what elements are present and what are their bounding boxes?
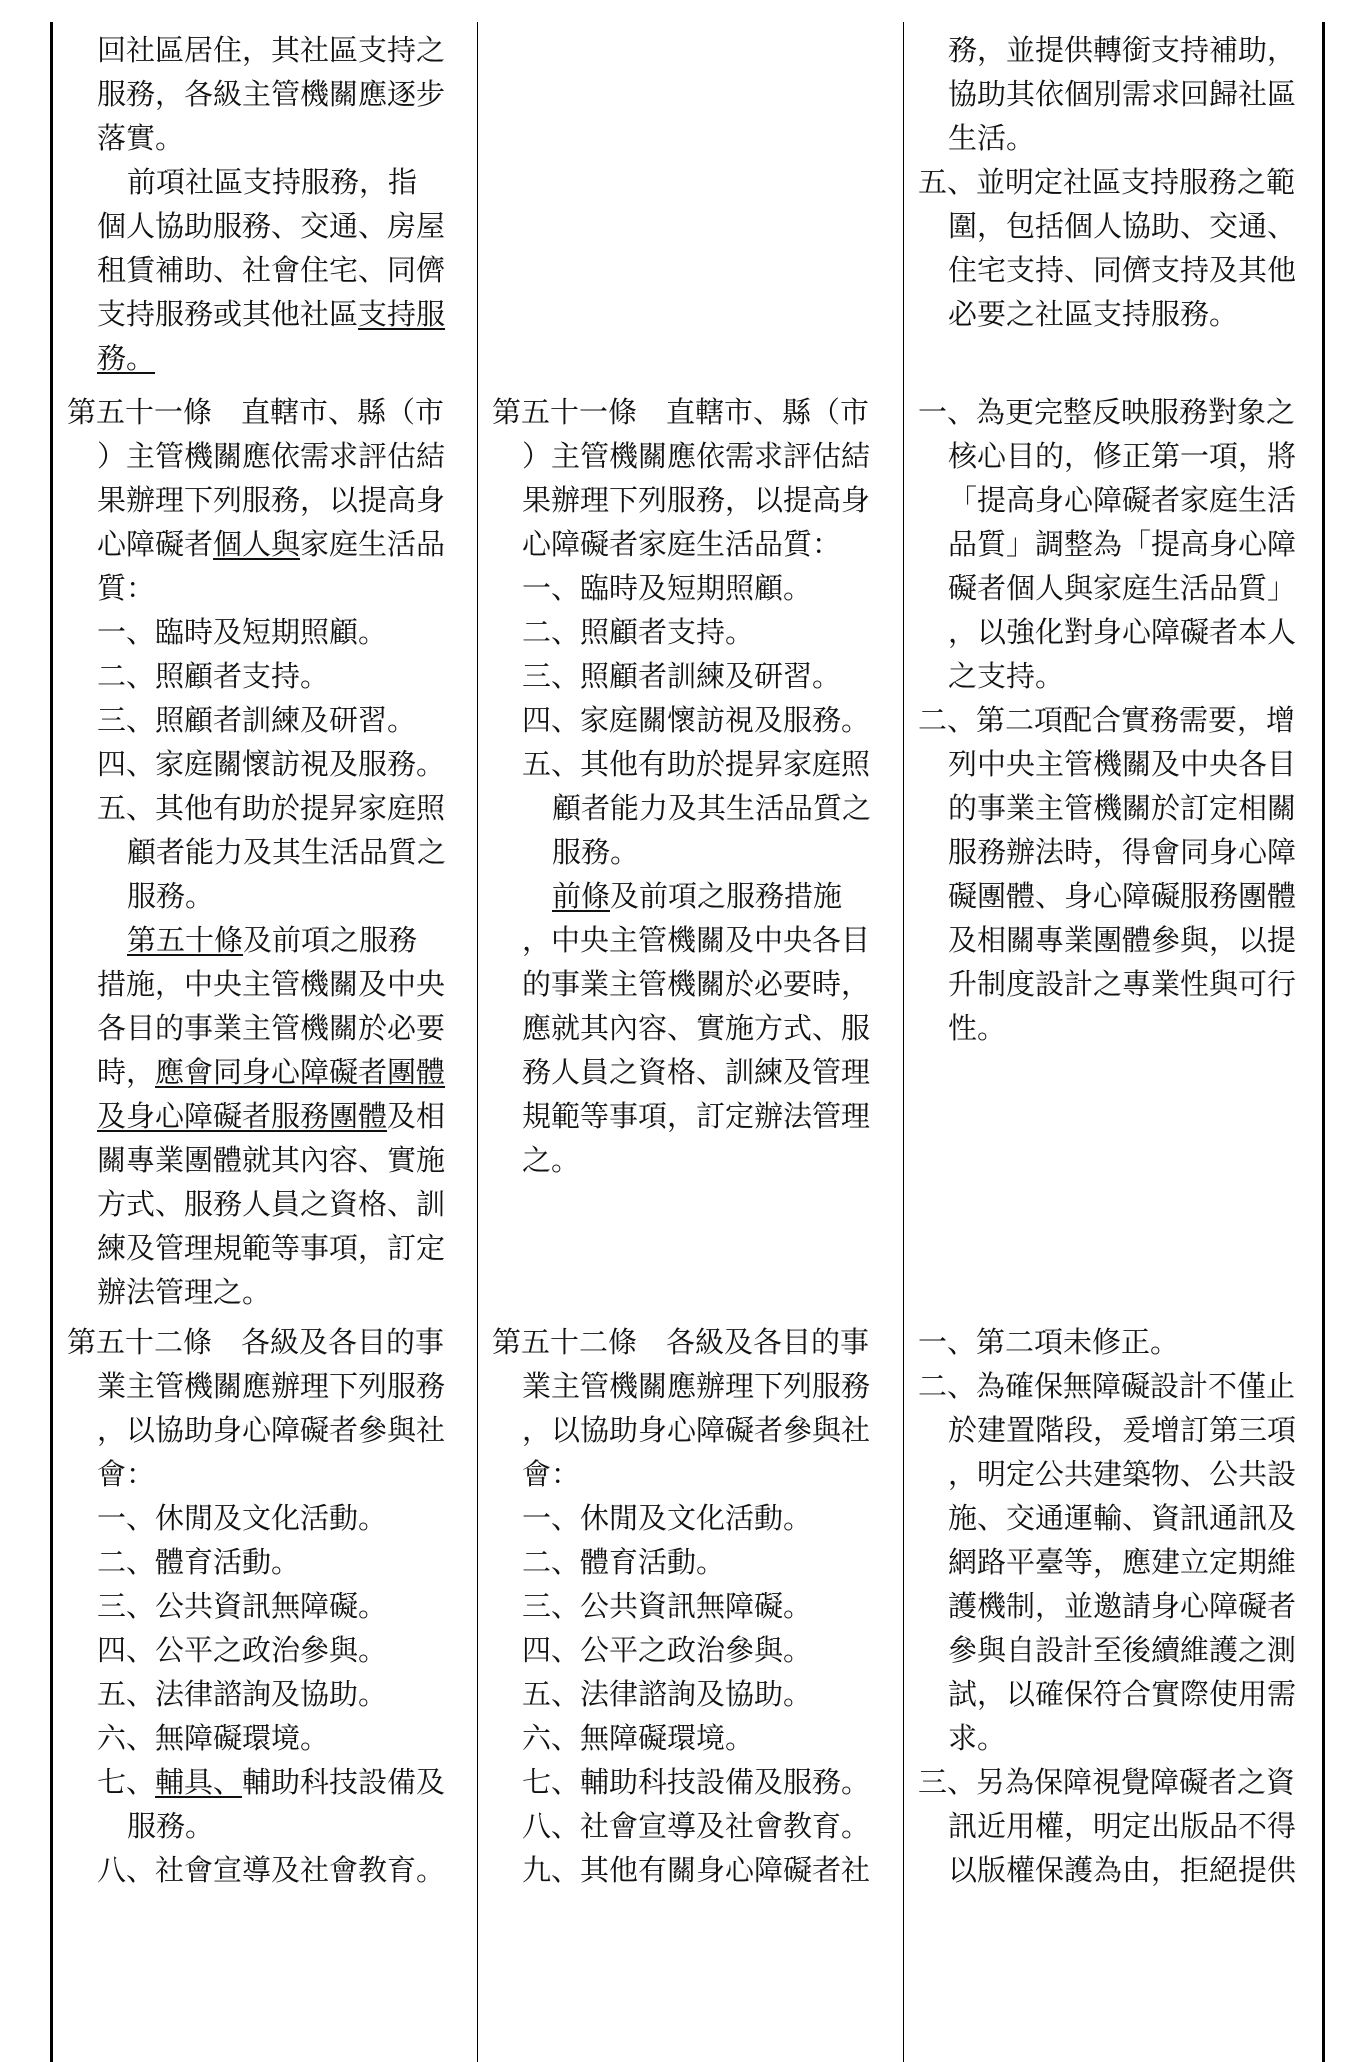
text-line: 升制度設計之專業性與可行: [948, 967, 1297, 1001]
list-item: 三、照顧者訓練及研習。: [97, 703, 417, 737]
text-line: 質：: [97, 571, 156, 605]
text-line: 各目的事業主管機關於必要: [97, 1011, 446, 1045]
list-item: 七、輔助科技設備及服務。: [522, 1765, 871, 1799]
article-heading: 第五十二條 各級及各目的事: [67, 1325, 445, 1359]
text-line: 果辦理下列服務，以提高身: [97, 483, 446, 517]
list-item: 五、其他有助於提昇家庭照: [97, 791, 446, 825]
text-line: 應就其內容、實施方式、服: [522, 1011, 871, 1045]
text-line: 業主管機關應辦理下列服務: [522, 1369, 871, 1403]
article-heading: 第五十一條 直轄市、縣（市: [492, 395, 870, 429]
text-line: 個人協助服務、交通、房屋: [97, 209, 446, 243]
text-line: 落實。: [97, 121, 185, 155]
text-line: 的事業主管機關於必要時，: [522, 967, 871, 1001]
text-line: 服務。: [127, 1809, 215, 1843]
current-text-cell: [478, 22, 904, 384]
text-line: 礙團體、身心障礙服務團體: [948, 879, 1297, 913]
explanation-cell: [904, 1314, 1324, 2062]
text-segment: 家庭生活品: [300, 527, 446, 561]
text-line: 列中央主管機關及中央各目: [948, 747, 1297, 781]
text-line: ，以協助身心障礙者參與社: [97, 1413, 446, 1447]
list-item: 五、其他有助於提昇家庭照: [522, 747, 871, 781]
text-line: 護機制，並邀請身心障礙者: [948, 1589, 1297, 1623]
text-line: ）主管機關應依需求評估結: [97, 439, 446, 473]
text-line: 規範等事項，訂定辦法管理: [522, 1099, 871, 1133]
text-line: 圍，包括個人協助、交通、: [948, 209, 1297, 243]
text-line: 果辦理下列服務，以提高身: [522, 483, 871, 517]
list-item: 五、法律諮詢及協助。: [97, 1677, 388, 1711]
explanation-cell: [904, 384, 1324, 1314]
text-line: 生活。: [948, 121, 1036, 155]
amended-text: 第五十條: [127, 923, 244, 957]
amended-text: 務。: [97, 341, 156, 375]
amended-text: 支持服: [358, 297, 446, 331]
text-line: 顧者能力及其生活品質之: [552, 791, 872, 825]
list-item: 五、法律諮詢及協助。: [522, 1677, 813, 1711]
list-item: 四、公平之政治參與。: [522, 1633, 813, 1667]
text-line: 服務，各級主管機關應逐步: [97, 77, 446, 111]
amended-text-cell: [52, 384, 478, 1314]
text-line: [67, 292, 465, 336]
list-item: 四、家庭關懷訪視及服務。: [97, 747, 446, 781]
text-line: [492, 874, 891, 918]
comparison-table: [50, 22, 1325, 2062]
text-line: 業主管機關應辦理下列服務: [97, 1369, 446, 1403]
amended-text-cell: [52, 1314, 478, 2062]
list-item: 二、照顧者支持。: [97, 659, 330, 693]
list-item: 一、臨時及短期照顧。: [522, 571, 813, 605]
article-heading: 第五十二條 各級及各目的事: [492, 1325, 870, 1359]
text-line: 網路平臺等，應建立定期維: [948, 1545, 1297, 1579]
list-item: 六、無障礙環境。: [522, 1721, 755, 1755]
text-line: 回社區居住，其社區支持之: [97, 33, 446, 67]
table-row-article-51: [52, 384, 1324, 1314]
list-item: 一、第二項未修正。: [918, 1325, 1180, 1359]
list-item: 四、公平之政治參與。: [97, 1633, 388, 1667]
text-segment: 及相: [387, 1099, 446, 1133]
list-item: 一、臨時及短期照顧。: [97, 615, 388, 649]
list-item: 三、另為保障視覺障礙者之資: [918, 1765, 1296, 1799]
explanation-cell: [904, 22, 1324, 384]
text-line: 會：: [522, 1457, 581, 1491]
text-line: 服務。: [127, 879, 215, 913]
text-line: 以版權保護為由，拒絕提供: [948, 1853, 1297, 1887]
list-item: 四、家庭關懷訪視及服務。: [522, 703, 871, 737]
text-line: 性。: [948, 1011, 1007, 1045]
text-line: 心障礙者家庭生活品質：: [522, 527, 842, 561]
text-line: ）主管機關應依需求評估結: [522, 439, 871, 473]
text-line: 礙者個人與家庭生活品質」: [948, 571, 1297, 605]
text-line: [67, 336, 465, 380]
list-item: [67, 1760, 465, 1804]
table-row-article-52: [52, 1314, 1324, 2062]
amended-text: 及身心障礙者服務團體: [97, 1099, 388, 1133]
current-text-cell: [478, 1314, 904, 2062]
text-line: 措施，中央主管機關及中央: [97, 967, 446, 1001]
text-line: 方式、服務人員之資格、訓: [97, 1187, 446, 1221]
amended-text: 個人與: [213, 527, 301, 561]
list-item: 二、為確保無障礙設計不僅止: [918, 1369, 1296, 1403]
text-segment: 時，: [97, 1055, 156, 1089]
text-line: 務人員之資格、訓練及管理: [522, 1055, 871, 1089]
list-item: 二、體育活動。: [522, 1545, 726, 1579]
text-line: 試，以確保符合實際使用需: [948, 1677, 1297, 1711]
amended-text: 應會同身心障礙者團體: [155, 1055, 446, 1089]
text-line: 及相關專業團體參與，以提: [948, 923, 1297, 957]
text-line: 務，並提供轉銜支持補助，: [948, 33, 1297, 67]
text-line: [67, 522, 465, 566]
list-item: 二、體育活動。: [97, 1545, 301, 1579]
text-segment: 心障礙者: [97, 527, 214, 561]
text-segment: 支持服務或其他社區: [97, 297, 359, 331]
table-row-continuation: [52, 22, 1324, 384]
text-line: 辦法管理之。: [97, 1275, 272, 1309]
list-item: 九、其他有關身心障礙者社: [522, 1853, 871, 1887]
amended-text: 輔具、: [155, 1765, 243, 1799]
list-item: 一、休閒及文化活動。: [97, 1501, 388, 1535]
text-line: 練及管理規範等事項，訂定: [97, 1231, 446, 1265]
text-line: 租賃補助、社會住宅、同儕: [97, 253, 446, 287]
text-line: 服務辦法時，得會同身心障: [948, 835, 1297, 869]
amended-text: 前條: [552, 879, 611, 913]
list-item: 三、公共資訊無障礙。: [522, 1589, 813, 1623]
text-line: ，明定公共建築物、公共設: [948, 1457, 1297, 1491]
text-line: 參與自設計至後續維護之測: [948, 1633, 1297, 1667]
text-line: ，以協助身心障礙者參與社: [522, 1413, 871, 1447]
text-line: ，中央主管機關及中央各目: [522, 923, 871, 957]
list-item: 八、社會宣導及社會教育。: [97, 1853, 446, 1887]
text-line: [67, 918, 465, 962]
text-line: 於建置階段，爰增訂第三項: [948, 1413, 1297, 1447]
text-line: 核心目的，修正第一項，將: [948, 439, 1297, 473]
text-line: 關專業團體就其內容、實施: [97, 1143, 446, 1177]
text-segment: 及前項之服務: [243, 923, 418, 957]
text-line: [67, 1094, 465, 1138]
list-item: 一、為更完整反映服務對象之: [918, 395, 1296, 429]
list-item: 三、照顧者訓練及研習。: [522, 659, 842, 693]
list-item: 二、第二項配合實務需要，增: [918, 703, 1296, 737]
text-line: 必要之社區支持服務。: [948, 297, 1239, 331]
text-line: 服務。: [552, 835, 640, 869]
list-item: 三、公共資訊無障礙。: [97, 1589, 388, 1623]
text-line: 之。: [522, 1143, 581, 1177]
list-item: 八、社會宣導及社會教育。: [522, 1809, 871, 1843]
text-line: 之支持。: [948, 659, 1065, 693]
text-line: 住宅支持、同儕支持及其他: [948, 253, 1297, 287]
text-line: [67, 1050, 465, 1094]
text-line: 施、交通運輸、資訊通訊及: [948, 1501, 1297, 1535]
list-item: 六、無障礙環境。: [97, 1721, 330, 1755]
text-segment: 及前項之服務措施: [610, 879, 843, 913]
current-text-cell: [478, 384, 904, 1314]
text-segment: 七、: [97, 1765, 156, 1799]
text-line: 的事業主管機關於訂定相關: [948, 791, 1297, 825]
list-item: 一、休閒及文化活動。: [522, 1501, 813, 1535]
amended-text-cell: [52, 22, 478, 384]
article-heading: 第五十一條 直轄市、縣（市: [67, 395, 445, 429]
text-line: 品質」調整為「提高身心障: [948, 527, 1297, 561]
list-item: 二、照顧者支持。: [522, 615, 755, 649]
text-line: 會：: [97, 1457, 156, 1491]
text-line: 「提高身心障礙者家庭生活: [948, 483, 1297, 517]
text-line: 協助其依個別需求回歸社區: [948, 77, 1297, 111]
text-segment: 輔助科技設備及: [242, 1765, 446, 1799]
text-line: 訊近用權，明定出版品不得: [948, 1809, 1297, 1843]
text-line: 前項社區支持服務，指: [127, 165, 418, 199]
text-line: 顧者能力及其生活品質之: [127, 835, 447, 869]
text-line: 五、並明定社區支持服務之範: [918, 165, 1296, 199]
text-line: 求。: [948, 1721, 1007, 1755]
text-line: ，以強化對身心障礙者本人: [948, 615, 1297, 649]
